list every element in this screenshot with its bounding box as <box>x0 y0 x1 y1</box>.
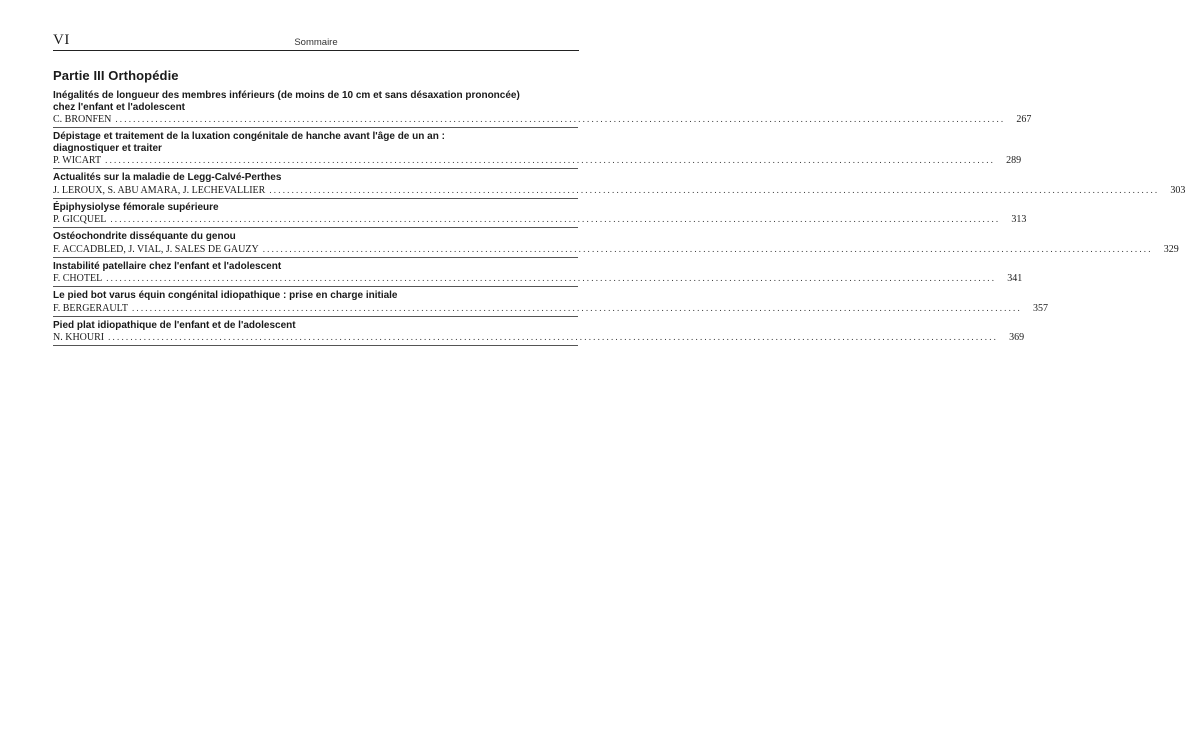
toc-entry-title[interactable]: Actualités sur la maladie de Legg-Calvé-Perthes <box>53 172 282 183</box>
running-title: Sommaire <box>294 37 338 48</box>
toc-entry-author-line <box>53 213 1027 228</box>
toc-entry-authors: F. CHOTEL <box>53 273 103 284</box>
dot-leader: ........................................................................................................................................................................................................ <box>106 273 997 283</box>
toc-entry-title[interactable]: Instabilité patellaire chez l'enfant et l'adolescent <box>53 260 282 272</box>
toc-entry-page-number[interactable]: 303 <box>1170 184 1185 196</box>
toc-entry-page-number[interactable]: 313 <box>1011 214 1027 225</box>
toc-entry-author-line <box>53 113 1032 128</box>
toc-entry[interactable] <box>53 90 1032 128</box>
toc-entry[interactable] <box>53 260 1023 288</box>
toc-entry-authors: N. KHOURI <box>53 332 105 343</box>
part-title: Partie III Orthopédie <box>53 68 179 83</box>
toc-entry-author-line <box>53 272 1023 287</box>
toc-entry[interactable] <box>53 201 1027 229</box>
toc-entry-authors: J. LEROUX, S. ABU AMARA, J. LECHEVALLIER <box>53 184 266 196</box>
dot-leader: ........................................................................................................................................................................................................ <box>269 184 1160 195</box>
toc-entry-page-number[interactable]: 329 <box>1163 243 1179 255</box>
dot-leader: ........................................................................................................................................................................................................ <box>105 155 996 165</box>
toc-entry-authors: P. GICQUEL <box>53 214 107 225</box>
table-of-contents <box>53 90 1185 349</box>
toc-entry-page-number[interactable]: 369 <box>1009 332 1025 343</box>
toc-entry-authors: P. WICART <box>53 155 102 166</box>
toc-entry-page-number[interactable]: 267 <box>1016 114 1032 125</box>
toc-entry-page-number[interactable]: 341 <box>1007 273 1023 284</box>
dot-leader: ........................................................................................................................................................................................................ <box>108 332 999 342</box>
toc-entry-author-line <box>53 184 1185 199</box>
toc-entry-page-number[interactable]: 289 <box>1006 155 1022 166</box>
toc-entry-authors: F. ACCADBLED, J. VIAL, J. SALES DE GAUZY <box>53 243 259 255</box>
toc-entry[interactable] <box>53 231 1179 258</box>
toc-entry-authors: F. BERGERAULT <box>53 302 128 314</box>
toc-entry-author-line <box>53 331 1025 346</box>
toc-entry[interactable] <box>53 319 1025 347</box>
toc-entry[interactable] <box>53 290 1048 317</box>
dot-leader: ........................................................................................................................................................................................................ <box>115 114 1006 124</box>
toc-entry-author-line <box>53 154 1022 169</box>
toc-entry[interactable] <box>53 131 1022 169</box>
page-number: VI <box>53 32 70 48</box>
toc-entry-title[interactable]: Inégalités de longueur des membres inférieurs (de moins de 10 cm et sans désaxation prononcée) chez l'enfant et l'adolescent <box>53 90 520 113</box>
toc-entry-title[interactable]: Dépistage et traitement de la luxation congénitale de hanche avant l'âge de un an : diagnostiquer et traiter <box>53 131 445 154</box>
dot-leader: ........................................................................................................................................................................................................ <box>262 243 1153 254</box>
running-header <box>53 30 579 51</box>
toc-entry-title[interactable]: Pied plat idiopathique de l'enfant et de l'adolescent <box>53 319 296 331</box>
toc-entry-title[interactable]: Le pied bot varus équin congénital idiopathique : prise en charge initiale <box>53 290 398 301</box>
toc-entry-author-line <box>53 302 1048 317</box>
toc-entry-title[interactable]: Ostéochondrite disséquante du genou <box>53 231 236 242</box>
dot-leader: ........................................................................................................................................................................................................ <box>110 214 1001 224</box>
dot-leader: ........................................................................................................................................................................................................ <box>131 302 1022 313</box>
toc-entry-author-line <box>53 243 1179 258</box>
toc-entry-page-number[interactable]: 357 <box>1032 302 1048 314</box>
toc-entry[interactable] <box>53 172 1185 199</box>
toc-entry-title[interactable]: Épiphysiolyse fémorale supérieure <box>53 201 219 213</box>
toc-entry-authors: C. BRONFEN <box>53 114 112 125</box>
